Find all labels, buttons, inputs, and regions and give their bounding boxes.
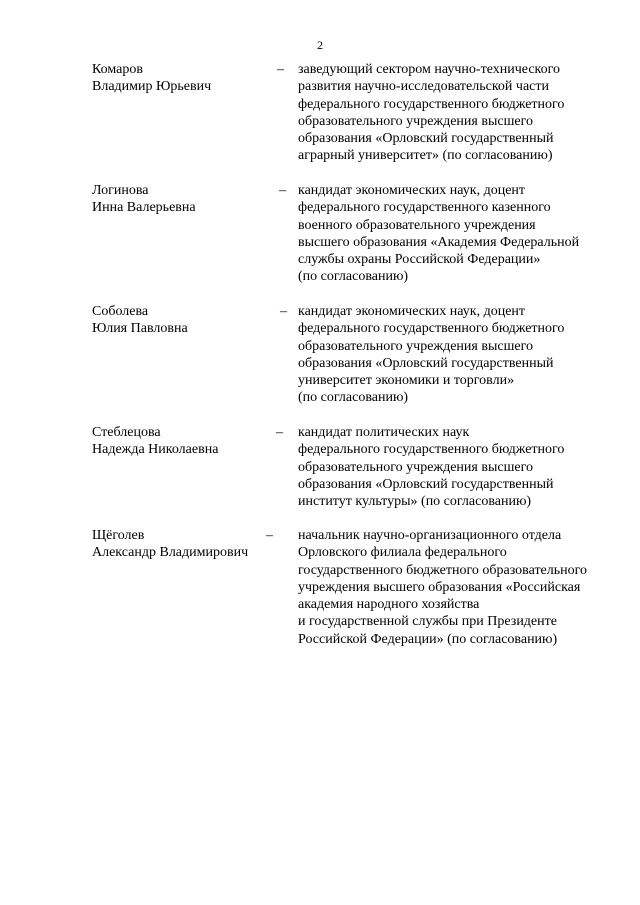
description-line: учреждения высшего образования «Российская: [298, 579, 581, 595]
description-line: федерального государственного казенного: [298, 200, 551, 216]
description-line: аграрный университет» (по согласованию): [298, 148, 553, 164]
member-surname: Стеблецова: [92, 425, 161, 440]
description-line: кандидат политических наук: [298, 425, 470, 440]
member-name: [92, 424, 277, 459]
member-name: [92, 527, 277, 562]
member-description: [298, 61, 598, 165]
member-surname: Комаров: [92, 62, 143, 77]
member-name: [92, 61, 277, 96]
member-name: [92, 182, 277, 217]
description-line: развития научно-исследовательской части: [298, 79, 550, 95]
member-name: [92, 303, 277, 338]
member-given-names: Инна Валерьевна: [92, 200, 196, 216]
member-description: [298, 182, 598, 286]
member-description: [298, 527, 598, 648]
description-line: государственного бюджетного образовательного: [298, 562, 588, 578]
description-line: начальник научно-организационного отдела: [298, 528, 562, 543]
member-description: [298, 424, 598, 510]
description-line: службы охраны Российской Федерации»: [298, 252, 541, 268]
member-given-names: Александр Владимирович: [92, 545, 249, 561]
description-line: институт культуры» (по согласованию): [298, 494, 532, 510]
description-line: кандидат экономических наук, доцент: [298, 304, 526, 319]
separator-dash: –: [276, 425, 283, 440]
description-line: академия народного хозяйства: [298, 597, 480, 613]
separator-dash: –: [280, 304, 287, 319]
description-line: Орловского филиала федерального: [298, 545, 507, 561]
description-line: и государственной службы при Президенте: [298, 614, 557, 630]
description-line: (по согласованию): [298, 269, 409, 285]
separator-dash: –: [277, 62, 284, 77]
description-line: Российской Федерации» (по согласованию): [298, 631, 558, 647]
member-given-names: Владимир Юрьевич: [92, 79, 212, 95]
member-surname: Логинова: [92, 183, 149, 198]
description-line: заведующий сектором научно-технического: [298, 62, 561, 77]
description-line: кандидат экономических наук, доцент: [298, 183, 526, 198]
description-line: университет экономики и торговли»: [298, 373, 515, 389]
description-line: федерального государственного бюджетного: [298, 442, 565, 458]
separator-dash: –: [279, 183, 286, 198]
description-line: федерального государственного бюджетного: [298, 321, 565, 337]
description-line: высшего образования «Академия Федеральной: [298, 234, 580, 250]
description-line: образовательного учреждения высшего: [298, 338, 533, 354]
description-line: образования «Орловский государственный: [298, 476, 554, 492]
description-line: военного образовательного учреждения: [298, 217, 536, 233]
member-surname: Соболева: [92, 304, 149, 319]
separator-dash: –: [266, 528, 273, 543]
description-line: образовательного учреждения высшего: [298, 113, 533, 129]
member-given-names: Юлия Павловна: [92, 321, 188, 337]
member-description: [298, 303, 598, 407]
description-line: (по согласованию): [298, 390, 409, 406]
description-line: образования «Орловский государственный: [298, 355, 554, 371]
page-number: 2: [317, 38, 323, 52]
description-line: образования «Орловский государственный: [298, 131, 554, 147]
member-surname: Щёголев: [92, 528, 145, 543]
description-line: образовательного учреждения высшего: [298, 459, 533, 475]
member-given-names: Надежда Николаевна: [92, 442, 219, 458]
description-line: федерального государственного бюджетного: [298, 96, 565, 112]
